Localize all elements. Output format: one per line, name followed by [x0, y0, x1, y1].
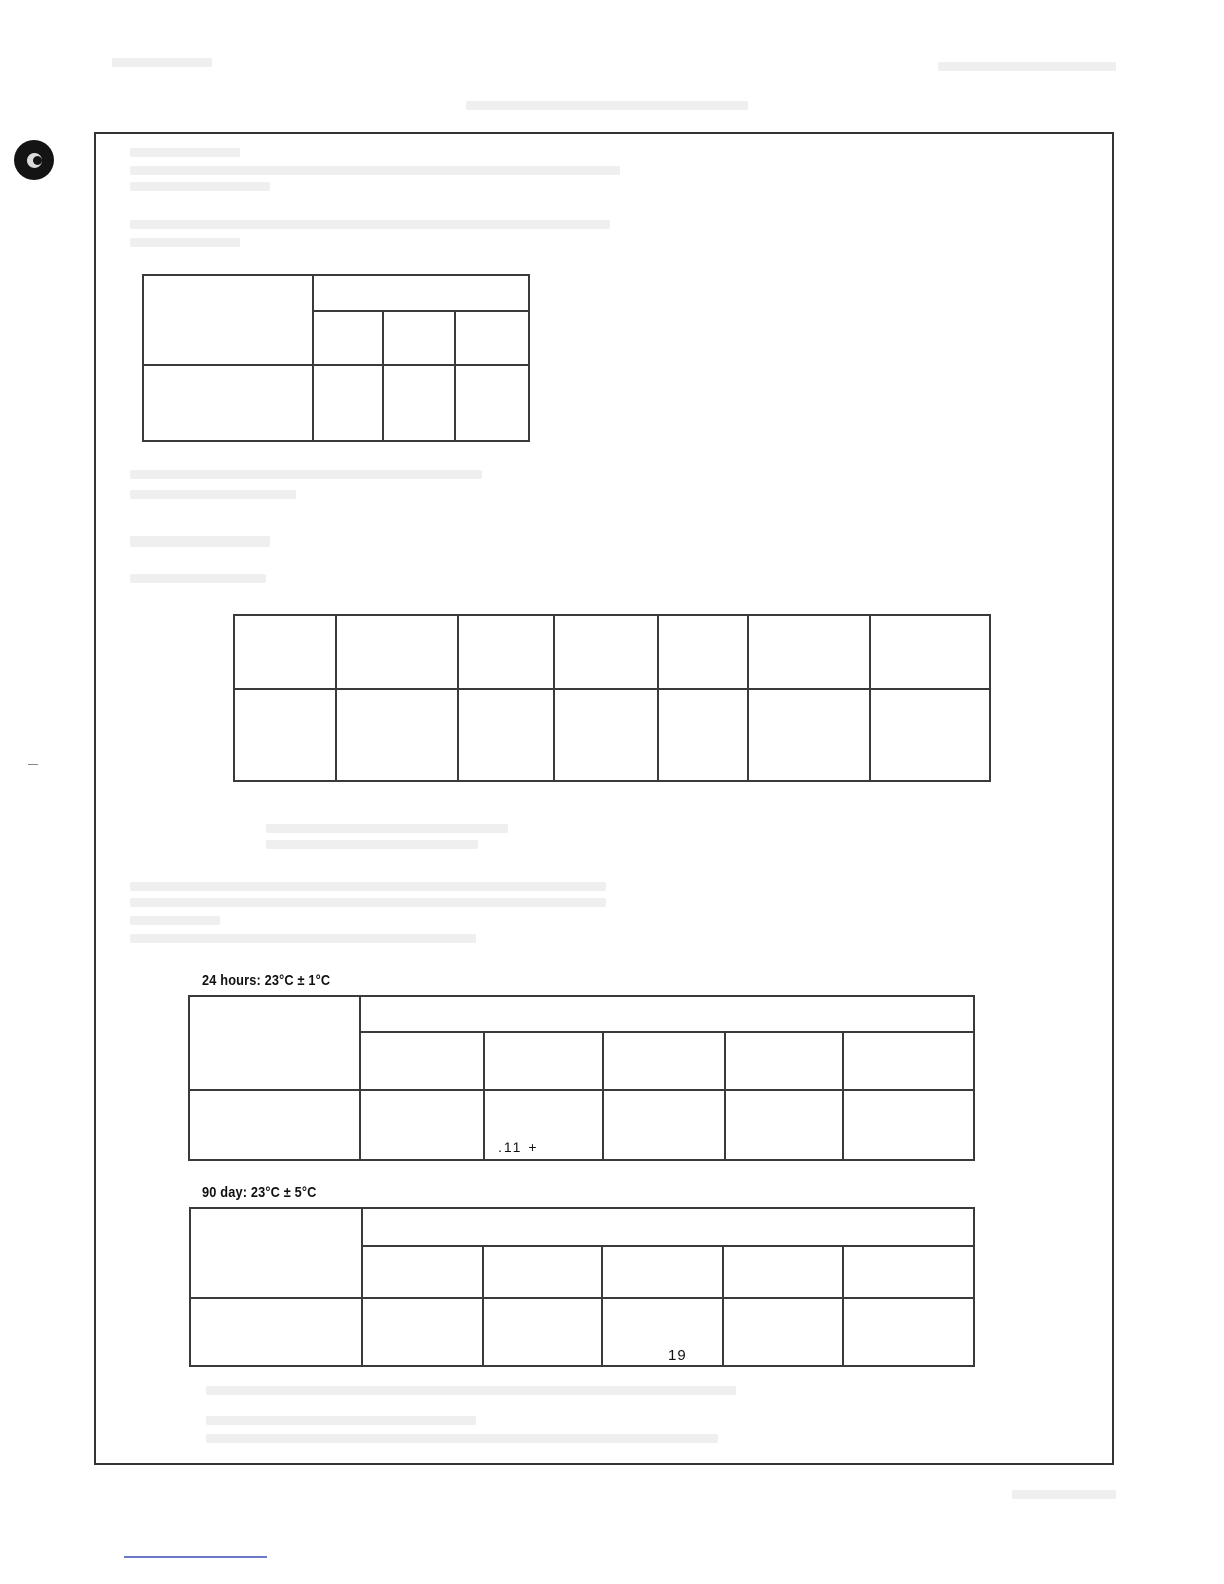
table-header-cell — [362, 1208, 974, 1246]
table-cell — [362, 1298, 483, 1366]
faint-footnote — [206, 1434, 718, 1443]
table-header-cell — [554, 615, 658, 689]
faint-text — [130, 182, 270, 191]
table-header-cell — [483, 1246, 602, 1298]
page-number: 19 — [668, 1347, 687, 1364]
table-cell — [190, 1298, 362, 1366]
faint-note — [266, 824, 508, 833]
table-header-cell — [313, 311, 383, 365]
table-cell — [658, 689, 748, 781]
table-header-cell — [843, 1032, 974, 1090]
faint-note — [266, 840, 478, 849]
table-cell — [455, 365, 529, 441]
table-header-cell — [602, 1246, 723, 1298]
caption-24-hours: 24 hours: 23°C ± 1°C — [202, 972, 331, 989]
table-header-cell — [383, 311, 455, 365]
bottom-link-underline[interactable] — [124, 1556, 267, 1558]
table-header-cell — [313, 275, 529, 311]
faint-footer-right — [1012, 1490, 1116, 1499]
table-header-cell — [455, 311, 529, 365]
table-cell — [189, 1090, 360, 1160]
faint-text — [130, 490, 296, 499]
faint-footnote — [206, 1386, 736, 1395]
table-header-cell — [484, 1032, 603, 1090]
table-header-cell — [362, 1246, 483, 1298]
table-header-cell — [336, 615, 458, 689]
table-header-cell — [658, 615, 748, 689]
faint-title — [466, 101, 748, 110]
table-cell — [723, 1298, 843, 1366]
table-cell — [554, 689, 658, 781]
table-90-day-accuracy — [189, 1207, 975, 1367]
table-cell — [602, 1298, 723, 1366]
margin-tick — [28, 764, 38, 765]
table-cell — [313, 365, 383, 441]
caption-90-day: 90 day: 23°C ± 5°C — [202, 1184, 317, 1201]
table-24-hour-accuracy — [188, 995, 975, 1161]
table-header-cell — [603, 1032, 725, 1090]
faint-text — [130, 882, 606, 891]
table-cell — [360, 1090, 484, 1160]
faint-text — [130, 916, 220, 925]
binder-hole-icon — [14, 140, 54, 180]
table-cell — [870, 689, 990, 781]
table-cell — [143, 365, 313, 441]
table-cell — [483, 1298, 602, 1366]
table-header-cell — [843, 1246, 974, 1298]
faint-heading — [130, 536, 270, 547]
table-cell — [189, 996, 360, 1090]
table-header-cell — [748, 615, 870, 689]
faint-text — [130, 166, 620, 175]
faint-text — [130, 238, 240, 247]
table-cell — [234, 689, 336, 781]
table-cell — [843, 1090, 974, 1160]
table-cell — [458, 689, 554, 781]
table-general-specs — [233, 614, 991, 782]
partial-cell-value: .11 + — [498, 1139, 539, 1155]
faint-text — [130, 898, 606, 907]
table-header-cell — [723, 1246, 843, 1298]
table-header-cell — [458, 615, 554, 689]
table-header-cell — [360, 1032, 484, 1090]
faint-text — [130, 934, 476, 943]
table-cell — [725, 1090, 843, 1160]
table-cell — [190, 1208, 362, 1298]
table-input-specs — [142, 274, 530, 442]
table-cell — [383, 365, 455, 441]
faint-text — [130, 220, 610, 229]
faint-text — [130, 148, 240, 157]
faint-footnote — [206, 1416, 476, 1425]
faint-header-left — [112, 58, 212, 67]
table-header-cell — [870, 615, 990, 689]
table-cell — [336, 689, 458, 781]
binder-hole-mark — [33, 156, 42, 165]
faint-text — [130, 470, 482, 479]
table-header-cell — [725, 1032, 843, 1090]
faint-text — [130, 574, 266, 583]
table-header-cell — [360, 996, 974, 1032]
table-cell — [603, 1090, 725, 1160]
table-cell — [843, 1298, 974, 1366]
table-header-cell — [234, 615, 336, 689]
table-cell — [748, 689, 870, 781]
table-cell — [143, 275, 313, 365]
faint-header-right — [938, 62, 1116, 71]
